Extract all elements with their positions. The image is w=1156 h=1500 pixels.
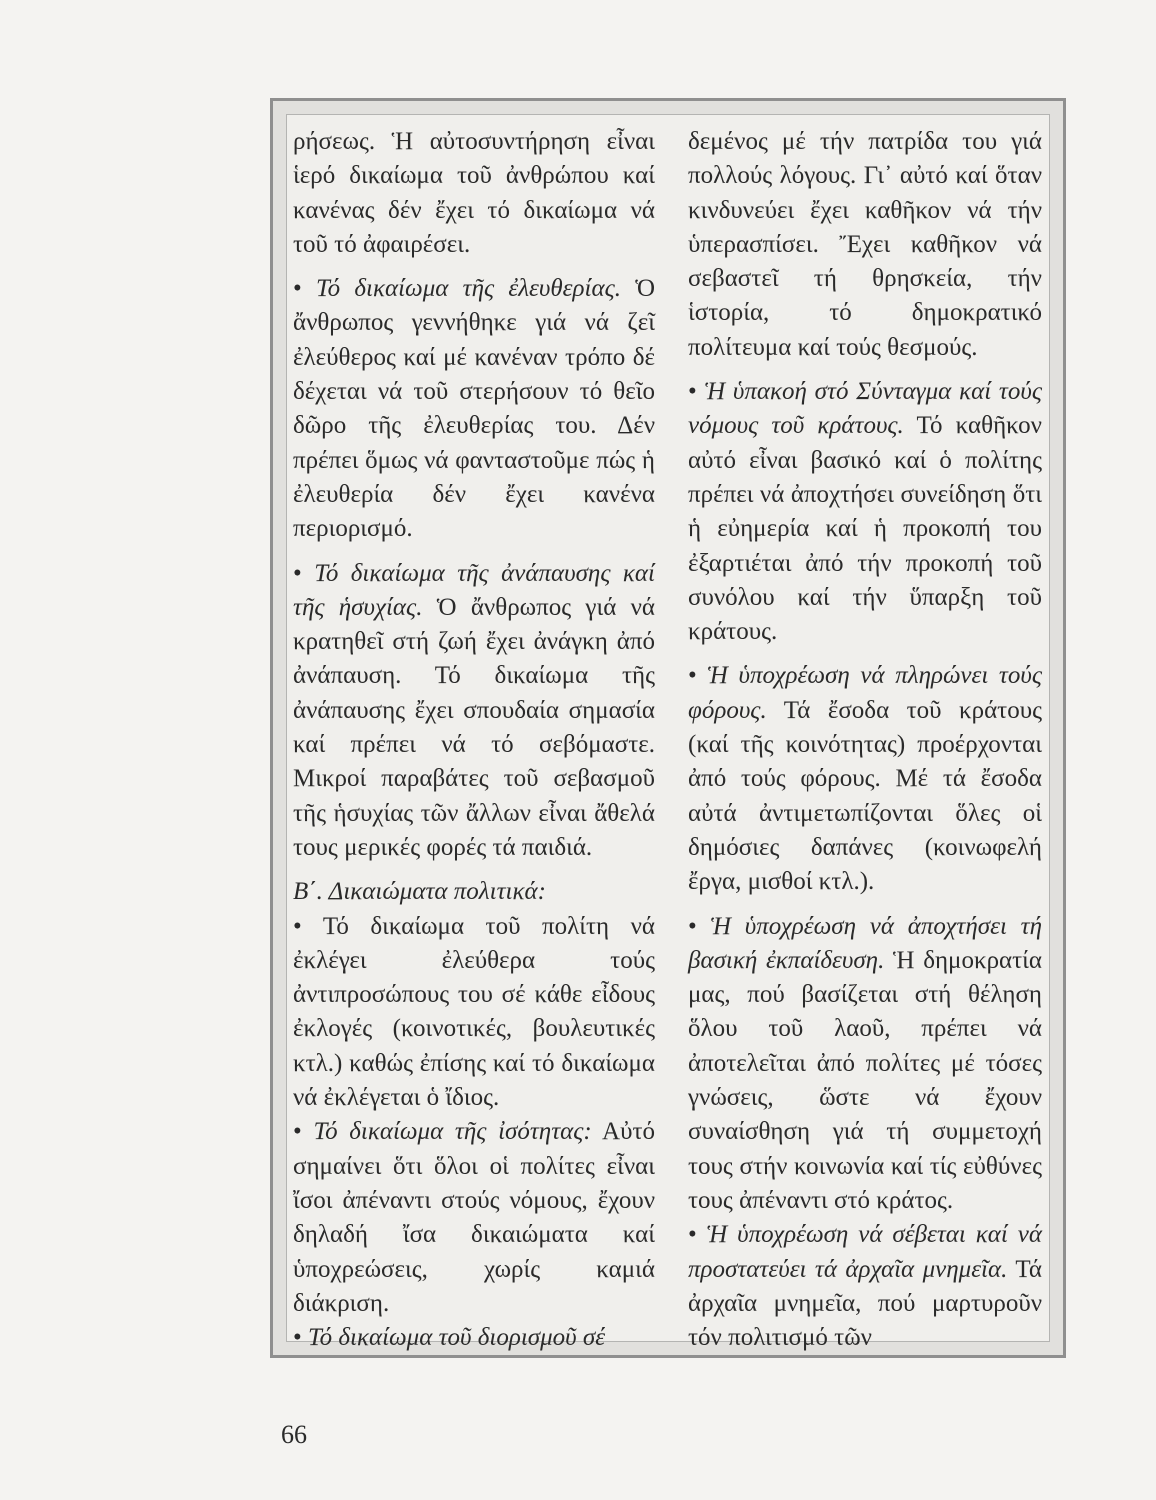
section-heading bbox=[293, 875, 655, 909]
bullet-icon: • bbox=[293, 1324, 302, 1352]
paragraph-heading: Ἡ ὑποχρέωση νά πληρώνει τούς φόρους. bbox=[688, 662, 1042, 724]
paragraph-text: Τά ἔσοδα τοῦ κράτους (καί τῆς κοινότητας) προέρχονται ἀπό τούς φόρους. Μέ τά ἔσοδα αὐτά ἀντιμετωπίζονται ὅλες οἱ δημόσιες δαπάνες (κοινωφελή ἔργα, μισθοί κτλ.). bbox=[688, 696, 1042, 896]
paragraph bbox=[293, 1321, 655, 1355]
paragraph-text: Τό καθῆκον αὐτό εἶναι βασικό καί ὁ πολίτης πρέπει νά ἀποχτήσει συνείδηση ὅτι ἡ εὐημερία καί ἡ προκοπή του ἐξαρτιέται ἀπό τήν προκοπή τοῦ συνόλου καί τήν ὕπαρξη τοῦ κράτους. bbox=[688, 412, 1042, 646]
paragraph bbox=[293, 272, 655, 546]
paragraph-text: Ἡ δημοκρατία μας, πού βασίζεται στή θέληση ὅλου τοῦ λαοῦ, πρέπει νά ἀποτελεῖται ἀπό πολίτες μέ τόσες γνώσεις, ὥστε νά ἔχουν συναίσθηση γιά τή συμμετοχή τους στήν κοινωνία καί τίς εὐθύνες τους ἀπέναντι στό κράτος. bbox=[688, 946, 1043, 1214]
text-box-frame bbox=[270, 98, 1066, 1358]
paragraph bbox=[293, 557, 655, 866]
bullet-icon: • bbox=[293, 912, 302, 940]
paragraph-text: Ὁ ἄνθρωπος γεννήθηκε γιά νά ζεῖ ἐλεύθερος καί μέ κανέναν τρόπο δέ δέχεται νά τοῦ στερήσουν τό θεῖο δῶρο τῆς ἐλευθερίας του. Δέν πρέπει ὅμως νά φανταστοῦμε πώς ἡ ἐλευθερία δέν ἔχει κανένα περιορισμό. bbox=[293, 275, 656, 543]
paragraph-heading: Τό δικαίωμα τῆς ἀνάπαυσης καί τῆς ἡσυχίας. bbox=[293, 559, 655, 621]
paragraph-text: Τά ἀρχαῖα μνημεῖα, πού μαρτυροῦν τόν πολιτισμό τῶν bbox=[688, 1255, 1042, 1352]
right-column bbox=[688, 125, 1042, 1355]
paragraph-heading: Τό δικαίωμα τῆς ἰσότητας: bbox=[313, 1118, 592, 1146]
paragraph-text: Τό δικαίωμα τοῦ πολίτη νά ἐκλέγει ἐλεύθερα τούς ἀντιπροσώπους του σέ κάθε εἶδους ἐκλογές (κοινοτικές, βουλευτικές κτλ.) καθώς ἐπίσης καί τό δικαίωμα νά ἐκλέγεται ὁ ἴδιος. bbox=[293, 912, 655, 1112]
paragraph-text: Αὐτό σημαίνει ὅτι ὅλοι οἱ πολίτες εἶναι ἴσοι ἀπέναντι στούς νόμους, ἔχουν δηλαδή ἴσα δικαιώματα καί ὑποχρεώσεις, χωρίς καμιά διάκριση. bbox=[293, 1118, 656, 1317]
paragraph-heading: Τό δικαίωμα τοῦ διορισμοῦ σέ bbox=[308, 1324, 606, 1352]
paragraph-text: ρήσεως. Ἡ αὐτοσυντήρηση εἶναι ἱερό δικαίωμα τοῦ ἀνθρώπου καί κανένας δέν ἔχει τό δικαίωμα νά τοῦ τό ἀφαιρέσει. bbox=[293, 128, 655, 258]
paragraph bbox=[293, 910, 655, 1116]
page-number: 66 bbox=[281, 1420, 307, 1449]
bullet-icon: • bbox=[688, 662, 697, 690]
bullet-icon: • bbox=[688, 912, 697, 940]
bullet-icon: • bbox=[293, 1118, 302, 1146]
paragraph bbox=[688, 375, 1042, 649]
paragraph bbox=[688, 125, 1042, 365]
paragraph bbox=[688, 1218, 1042, 1355]
paragraph-heading: Τό δικαίωμα τῆς ἐλευθερίας. bbox=[316, 275, 621, 303]
paragraph-heading: Ἡ ὑπακοή στό Σύνταγμα καί τούς νόμους τοῦ κράτους. bbox=[688, 378, 1042, 440]
paragraph-heading: Ἡ ὑποχρέωση νά σέβεται καί νά προστατεύει τά ἀρχαῖα μνημεῖα. bbox=[688, 1221, 1043, 1283]
left-column bbox=[293, 125, 655, 1355]
bullet-icon: • bbox=[293, 275, 302, 303]
paragraph bbox=[293, 1115, 655, 1321]
bullet-icon: • bbox=[293, 559, 302, 587]
paragraph bbox=[688, 910, 1042, 1219]
paragraph-text: δεμένος μέ τήν πατρίδα του γιά πολλούς λόγους. Γι᾽ αὐτό καί ὅταν κινδυνεύει ἔχει καθῆκον νά τήν ὑπερασπίσει. Ἔχει καθῆκον νά σεβαστεῖ τή θρησκεία, τήν ἱστορία, τό δημοκρατικό πολίτευμα καί τούς θεσμούς. bbox=[688, 128, 1042, 361]
paragraph bbox=[688, 659, 1042, 899]
section-heading-text: Β΄. Δικαιώματα πολιτικά: bbox=[293, 878, 546, 906]
text-box bbox=[286, 114, 1050, 1352]
paragraph bbox=[293, 125, 655, 262]
paragraph-heading: Ἡ ὑποχρέωση νά ἀποχτήσει τή βασική ἐκπαίδευση. bbox=[688, 912, 1042, 974]
bullet-icon: • bbox=[688, 378, 697, 406]
paragraph-text: Ὁ ἄνθρωπος γιά νά κρατηθεῖ στή ζωή ἔχει ἀνάγκη ἀπό ἀνάπαυση. Τό δικαίωμα τῆς ἀνάπαυσης ἔχει σπουδαία σημασία καί πρέπει νά τό σεβόμαστε. Μικροί παραβάτες τοῦ σεβασμοῦ τῆς ἡσυχίας τῶν ἄλλων εἶναι ἄθελά τους μερικές φορές τά παιδιά. bbox=[293, 593, 655, 861]
bullet-icon: • bbox=[688, 1221, 697, 1249]
